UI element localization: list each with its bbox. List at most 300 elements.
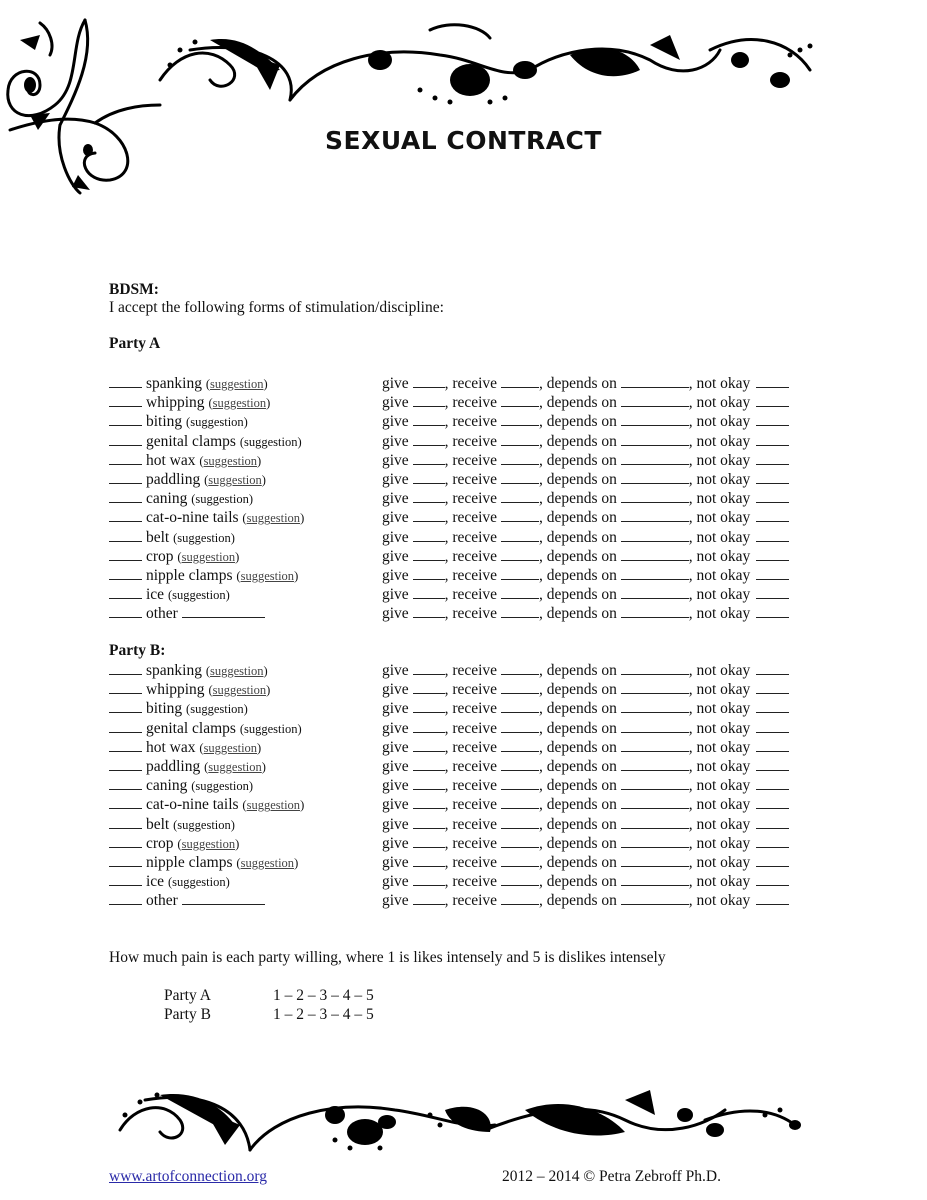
receive-blank[interactable] [501, 585, 539, 599]
selection-blank[interactable] [109, 719, 142, 733]
options-group [382, 661, 789, 680]
depends-on-label: , depends on [538, 815, 617, 833]
activity-label: other [146, 605, 178, 623]
not-okay-blank[interactable] [756, 661, 789, 675]
suggestion-text: (suggestion) [199, 453, 262, 468]
depends-on-blank[interactable] [621, 661, 689, 675]
give-label: give [382, 719, 409, 737]
not-okay-blank[interactable] [756, 470, 789, 484]
suggestion-link[interactable]: suggestion [203, 453, 258, 468]
suggestion-text: (suggestion) [191, 779, 254, 794]
suggestion-text: (suggestion) [177, 549, 240, 564]
give-label: give [382, 700, 409, 718]
activity-label: whipping [146, 394, 205, 412]
depends-on-blank[interactable] [621, 699, 689, 713]
depends-on-label: , depends on [538, 586, 617, 604]
options-group [382, 680, 789, 699]
not-okay-blank[interactable] [756, 547, 789, 561]
depends-on-blank[interactable] [621, 528, 689, 542]
activity-label: nipple clamps [146, 567, 233, 584]
depends-on-label: , depends on [538, 777, 617, 795]
suggestion-text: (suggestion) [167, 588, 230, 603]
give-label: give [382, 471, 409, 488]
table-row [109, 508, 829, 527]
document-title: SEXUAL CONTRACT [325, 126, 602, 155]
not-okay-label: , not okay [688, 567, 751, 584]
give-blank[interactable] [413, 661, 445, 675]
selection-blank[interactable] [109, 872, 142, 886]
suggestion-text: (suggestion) [173, 817, 235, 832]
selection-blank[interactable] [109, 738, 142, 752]
activity-label: cat-o-nine tails [146, 509, 239, 527]
not-okay-label: , not okay [688, 586, 751, 604]
depends-on-blank[interactable] [621, 566, 689, 580]
give-label: give [382, 490, 409, 508]
give-blank[interactable] [413, 834, 445, 848]
depends-on-label: , depends on [538, 700, 617, 718]
give-blank[interactable] [413, 489, 445, 503]
receive-blank[interactable] [501, 412, 539, 426]
give-label: give [382, 451, 409, 469]
pain-party-b-label: Party B [164, 1006, 211, 1023]
receive-blank[interactable] [501, 872, 539, 886]
give-blank[interactable] [413, 566, 445, 580]
receive-label: , receive [444, 451, 498, 469]
not-okay-label: , not okay [688, 834, 751, 852]
not-okay-label: , not okay [688, 471, 751, 488]
selection-blank[interactable] [109, 699, 142, 713]
depends-on-blank[interactable] [621, 834, 689, 848]
selection-blank[interactable] [109, 891, 142, 905]
not-okay-label: , not okay [688, 509, 751, 527]
suggestion-link[interactable]: suggestion [208, 473, 262, 487]
activity-label: hot wax [146, 451, 196, 469]
not-okay-label: , not okay [688, 873, 751, 891]
suggestion-text: (suggestion) [173, 530, 235, 545]
selection-blank[interactable] [109, 834, 142, 848]
receive-blank[interactable] [501, 661, 539, 675]
selection-blank[interactable] [109, 604, 142, 618]
options-group [382, 738, 789, 757]
not-okay-label: , not okay [688, 432, 751, 450]
not-okay-label: , not okay [688, 681, 751, 699]
pain-party-a-label: Party A [164, 987, 211, 1004]
receive-blank[interactable] [501, 470, 539, 484]
depends-on-label: , depends on [538, 758, 617, 775]
suggestion-text: (suggestion) [204, 760, 266, 774]
suggestion-text: (suggestion) [236, 856, 299, 870]
selection-blank[interactable] [109, 566, 142, 580]
table-row [109, 795, 829, 814]
receive-blank[interactable] [501, 547, 539, 561]
give-blank[interactable] [413, 508, 445, 522]
selection-blank[interactable] [109, 661, 142, 675]
not-okay-blank[interactable] [756, 699, 789, 713]
give-blank[interactable] [413, 795, 445, 809]
suggestion-link[interactable]: suggestion [181, 549, 236, 564]
suggestion-link[interactable]: suggestion [240, 569, 295, 583]
give-blank[interactable] [413, 872, 445, 886]
suggestion-text: (suggestion) [177, 836, 240, 851]
depends-on-blank[interactable] [621, 412, 689, 426]
activity-label: crop [146, 834, 174, 852]
give-blank[interactable] [413, 738, 445, 752]
give-label: give [382, 738, 409, 756]
selection-blank[interactable] [109, 757, 142, 771]
selection-blank[interactable] [109, 795, 142, 809]
floral-ornament-top-left [0, 5, 165, 195]
table-row [109, 776, 829, 795]
suggestion-text: (suggestion) [239, 721, 302, 736]
give-blank[interactable] [413, 432, 445, 446]
receive-blank[interactable] [501, 834, 539, 848]
table-row [109, 470, 829, 489]
suggestion-link[interactable]: suggestion [210, 377, 264, 391]
receive-label: , receive [444, 700, 498, 718]
suggestion-link[interactable]: suggestion [212, 683, 267, 698]
activity-label: paddling [146, 471, 201, 488]
depends-on-blank[interactable] [621, 757, 689, 771]
not-okay-label: , not okay [688, 815, 751, 833]
depends-on-label: , depends on [538, 509, 617, 527]
give-blank[interactable] [413, 528, 445, 542]
not-okay-blank[interactable] [756, 872, 789, 886]
not-okay-blank[interactable] [756, 604, 789, 618]
website-link[interactable]: www.artofconnection.org [109, 1168, 267, 1185]
suggestion-link[interactable]: suggestion [240, 856, 295, 870]
party-b-heading: Party B: [109, 642, 166, 659]
receive-blank[interactable] [501, 604, 539, 618]
depends-on-label: , depends on [538, 528, 617, 546]
give-blank[interactable] [413, 374, 445, 388]
receive-blank[interactable] [501, 776, 539, 790]
depends-on-blank[interactable] [621, 585, 689, 599]
depends-on-label: , depends on [538, 681, 617, 699]
depends-on-blank[interactable] [621, 872, 689, 886]
activity-label: hot wax [146, 738, 196, 756]
selection-blank[interactable] [109, 393, 142, 407]
give-label: give [382, 413, 409, 431]
selection-blank[interactable] [109, 585, 142, 599]
not-okay-label: , not okay [688, 700, 751, 718]
selection-blank[interactable] [109, 528, 142, 542]
not-okay-blank[interactable] [756, 489, 789, 503]
section-heading: BDSM: [109, 281, 159, 298]
not-okay-blank[interactable] [756, 412, 789, 426]
table-row [109, 432, 829, 451]
depends-on-blank[interactable] [621, 508, 689, 522]
options-group [382, 757, 789, 776]
receive-label: , receive [444, 413, 498, 431]
receive-label: , receive [444, 375, 498, 392]
receive-label: , receive [444, 394, 498, 412]
suggestion-link[interactable]: suggestion [212, 396, 267, 411]
options-group [382, 528, 789, 547]
receive-blank[interactable] [501, 815, 539, 829]
receive-blank[interactable] [501, 508, 539, 522]
receive-label: , receive [444, 719, 498, 737]
receive-blank[interactable] [501, 738, 539, 752]
options-group [382, 699, 789, 718]
not-okay-blank[interactable] [756, 528, 789, 542]
give-blank[interactable] [413, 853, 445, 867]
give-blank[interactable] [413, 699, 445, 713]
receive-blank[interactable] [501, 680, 539, 694]
receive-blank[interactable] [501, 451, 539, 465]
not-okay-blank[interactable] [756, 795, 789, 809]
table-row [109, 566, 829, 585]
not-okay-blank[interactable] [756, 393, 789, 407]
receive-label: , receive [444, 509, 498, 527]
receive-blank[interactable] [501, 757, 539, 771]
options-group [382, 891, 789, 910]
give-blank[interactable] [413, 776, 445, 790]
give-blank[interactable] [413, 891, 445, 905]
suggestion-text: (suggestion) [239, 434, 302, 449]
table-row [109, 451, 829, 470]
not-okay-label: , not okay [688, 758, 751, 775]
activity-label: cat-o-nine tails [146, 796, 239, 814]
give-blank[interactable] [413, 451, 445, 465]
give-label: give [382, 528, 409, 546]
not-okay-blank[interactable] [756, 891, 789, 905]
receive-label: , receive [444, 758, 498, 775]
not-okay-label: , not okay [688, 375, 751, 392]
suggestion-text: (suggestion) [208, 396, 271, 411]
options-group [382, 432, 789, 451]
give-blank[interactable] [413, 604, 445, 618]
table-row [109, 815, 829, 834]
selection-blank[interactable] [109, 451, 142, 465]
receive-blank[interactable] [501, 374, 539, 388]
not-okay-blank[interactable] [756, 451, 789, 465]
not-okay-label: , not okay [688, 719, 751, 737]
not-okay-blank[interactable] [756, 719, 789, 733]
pain-party-a-scale[interactable]: 1 – 2 – 3 – 4 – 5 [273, 987, 374, 1004]
depends-on-label: , depends on [538, 432, 617, 450]
floral-ornament-bottom-band [105, 1070, 825, 1155]
receive-blank[interactable] [501, 699, 539, 713]
depends-on-label: , depends on [538, 892, 617, 910]
selection-blank[interactable] [109, 508, 142, 522]
receive-label: , receive [444, 605, 498, 623]
not-okay-blank[interactable] [756, 757, 789, 771]
depends-on-label: , depends on [538, 873, 617, 891]
selection-blank[interactable] [109, 776, 142, 790]
not-okay-blank[interactable] [756, 834, 789, 848]
depends-on-blank[interactable] [621, 815, 689, 829]
suggestion-text: (suggestion) [205, 377, 268, 391]
receive-blank[interactable] [501, 489, 539, 503]
give-label: give [382, 815, 409, 833]
suggestion-text: (suggestion) [186, 702, 248, 717]
not-okay-label: , not okay [688, 547, 751, 565]
table-row [109, 412, 829, 431]
selection-blank[interactable] [109, 815, 142, 829]
suggestion-text: (suggestion) [205, 664, 268, 678]
suggestion-text: (suggestion) [191, 492, 254, 507]
depends-on-label: , depends on [538, 605, 617, 623]
not-okay-label: , not okay [688, 662, 751, 679]
not-okay-label: , not okay [688, 796, 751, 814]
receive-blank[interactable] [501, 393, 539, 407]
suggestion-link[interactable]: suggestion [208, 760, 262, 774]
receive-label: , receive [444, 854, 498, 871]
receive-label: , receive [444, 528, 498, 546]
receive-label: , receive [444, 662, 498, 679]
options-group [382, 566, 789, 585]
depends-on-blank[interactable] [621, 738, 689, 752]
activity-label: belt [146, 815, 170, 833]
suggestion-text: (suggestion) [199, 740, 262, 755]
activity-label: spanking [146, 375, 202, 392]
not-okay-label: , not okay [688, 738, 751, 756]
give-blank[interactable] [413, 585, 445, 599]
not-okay-blank[interactable] [756, 432, 789, 446]
depends-on-blank[interactable] [621, 432, 689, 446]
not-okay-blank[interactable] [756, 566, 789, 580]
activity-label: biting [146, 700, 183, 718]
depends-on-blank[interactable] [621, 604, 689, 618]
selection-blank[interactable] [109, 470, 142, 484]
not-okay-blank[interactable] [756, 585, 789, 599]
table-row [109, 585, 829, 604]
depends-on-blank[interactable] [621, 795, 689, 809]
depends-on-blank[interactable] [621, 719, 689, 733]
depends-on-blank[interactable] [621, 393, 689, 407]
not-okay-label: , not okay [688, 528, 751, 546]
give-label: give [382, 567, 409, 584]
give-blank[interactable] [413, 412, 445, 426]
selection-blank[interactable] [109, 489, 142, 503]
not-okay-blank[interactable] [756, 508, 789, 522]
selection-blank[interactable] [109, 374, 142, 388]
give-blank[interactable] [413, 393, 445, 407]
suggestion-link[interactable]: suggestion [181, 836, 236, 851]
table-row [109, 853, 829, 872]
receive-blank[interactable] [501, 853, 539, 867]
not-okay-label: , not okay [688, 854, 751, 871]
receive-label: , receive [444, 815, 498, 833]
not-okay-blank[interactable] [756, 853, 789, 867]
depends-on-label: , depends on [538, 738, 617, 756]
depends-on-blank[interactable] [621, 451, 689, 465]
depends-on-blank[interactable] [621, 853, 689, 867]
receive-blank[interactable] [501, 528, 539, 542]
not-okay-blank[interactable] [756, 776, 789, 790]
not-okay-blank[interactable] [756, 680, 789, 694]
depends-on-blank[interactable] [621, 374, 689, 388]
receive-blank[interactable] [501, 566, 539, 580]
give-blank[interactable] [413, 680, 445, 694]
receive-label: , receive [444, 738, 498, 756]
other-activity-blank[interactable] [182, 604, 265, 618]
receive-blank[interactable] [501, 719, 539, 733]
options-group [382, 604, 789, 623]
give-blank[interactable] [413, 757, 445, 771]
not-okay-label: , not okay [688, 605, 751, 623]
depends-on-blank[interactable] [621, 891, 689, 905]
receive-label: , receive [444, 586, 498, 604]
receive-label: , receive [444, 681, 498, 699]
receive-label: , receive [444, 547, 498, 565]
table-row [109, 393, 829, 412]
depends-on-label: , depends on [538, 796, 617, 814]
activity-label: belt [146, 528, 170, 546]
activity-label: nipple clamps [146, 854, 233, 871]
give-label: give [382, 854, 409, 871]
receive-blank[interactable] [501, 795, 539, 809]
give-blank[interactable] [413, 547, 445, 561]
give-label: give [382, 586, 409, 604]
suggestion-link[interactable]: suggestion [210, 664, 264, 678]
selection-blank[interactable] [109, 853, 142, 867]
give-label: give [382, 662, 409, 679]
options-group [382, 853, 789, 872]
suggestion-link[interactable]: suggestion [203, 740, 258, 755]
not-okay-label: , not okay [688, 394, 751, 412]
not-okay-label: , not okay [688, 892, 751, 910]
depends-on-blank[interactable] [621, 470, 689, 484]
depends-on-label: , depends on [538, 854, 617, 871]
receive-blank[interactable] [501, 891, 539, 905]
not-okay-blank[interactable] [756, 374, 789, 388]
suggestion-text: (suggestion) [242, 511, 305, 526]
give-label: give [382, 605, 409, 623]
suggestion-link[interactable]: suggestion [246, 798, 301, 813]
activity-label: caning [146, 777, 188, 795]
depends-on-label: , depends on [538, 719, 617, 737]
give-blank[interactable] [413, 719, 445, 733]
activity-label: whipping [146, 681, 205, 699]
selection-blank[interactable] [109, 680, 142, 694]
options-group [382, 374, 789, 393]
pain-party-b-scale[interactable]: 1 – 2 – 3 – 4 – 5 [273, 1006, 374, 1023]
selection-blank[interactable] [109, 412, 142, 426]
not-okay-blank[interactable] [756, 815, 789, 829]
not-okay-label: , not okay [688, 413, 751, 431]
depends-on-blank[interactable] [621, 489, 689, 503]
not-okay-blank[interactable] [756, 738, 789, 752]
depends-on-label: , depends on [538, 394, 617, 412]
suggestion-link[interactable]: suggestion [246, 511, 301, 526]
options-group [382, 795, 789, 814]
give-blank[interactable] [413, 470, 445, 484]
floral-ornament-top-band [150, 10, 830, 110]
give-blank[interactable] [413, 815, 445, 829]
options-group [382, 393, 789, 412]
depends-on-blank[interactable] [621, 776, 689, 790]
options-group [382, 451, 789, 470]
selection-blank[interactable] [109, 432, 142, 446]
selection-blank[interactable] [109, 547, 142, 561]
other-activity-blank[interactable] [182, 891, 265, 905]
suggestion-text: (suggestion) [242, 798, 305, 813]
table-row [109, 834, 829, 853]
table-row [109, 719, 829, 738]
depends-on-blank[interactable] [621, 680, 689, 694]
receive-blank[interactable] [501, 432, 539, 446]
copyright-text: 2012 – 2014 © Petra Zebroff Ph.D. [502, 1168, 721, 1185]
depends-on-label: , depends on [538, 375, 617, 392]
receive-label: , receive [444, 873, 498, 891]
receive-label: , receive [444, 567, 498, 584]
depends-on-blank[interactable] [621, 547, 689, 561]
activity-label: paddling [146, 758, 201, 775]
give-label: give [382, 892, 409, 910]
options-group [382, 547, 789, 566]
depends-on-label: , depends on [538, 547, 617, 565]
